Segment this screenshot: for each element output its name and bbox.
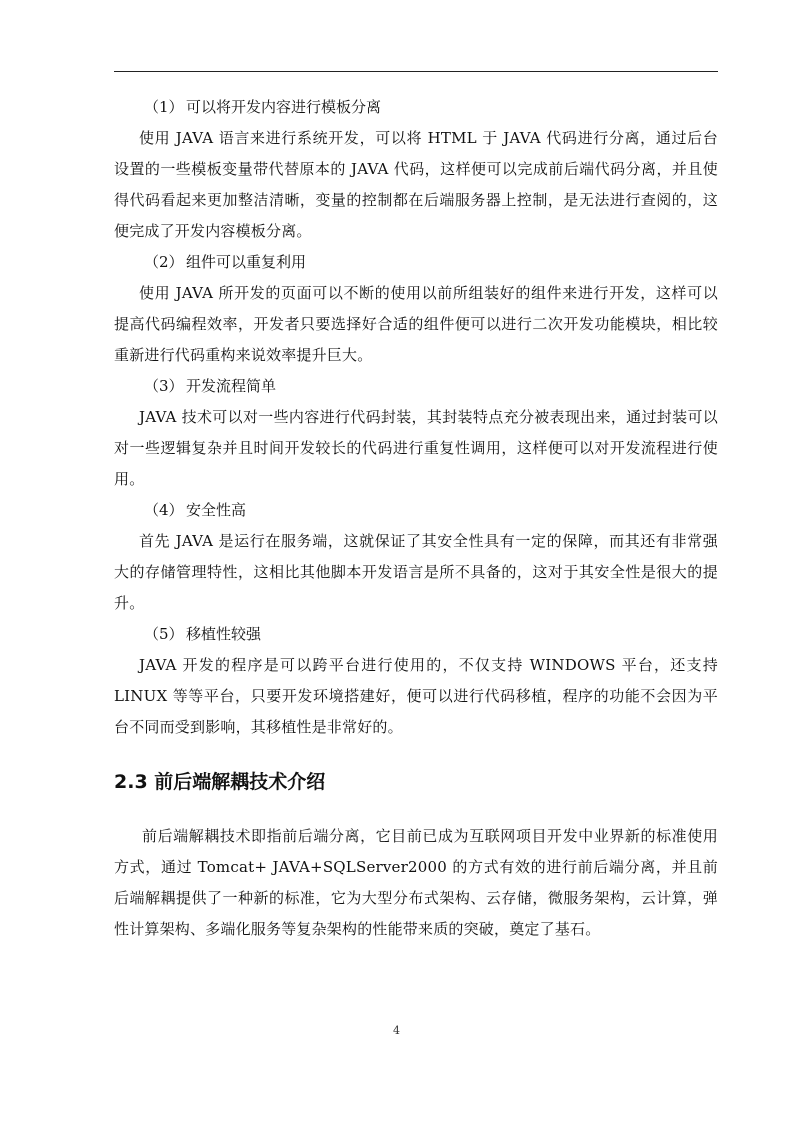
section-1-number: （1）	[144, 98, 184, 116]
section-2-heading	[114, 247, 718, 278]
section-1-heading	[114, 92, 718, 123]
section-3-number: （3）	[144, 377, 184, 395]
section-3-body: JAVA 技术可以对一些内容进行代码封装，其封装特点充分被表现出来，通过封装可以对一些逻辑复杂并且时间开发较长的代码进行重复性调用，这样便可以对开发流程进行使用。	[114, 408, 718, 488]
section-5-title: 移植性较强	[186, 625, 262, 643]
section-5-heading	[114, 619, 718, 650]
page-number: 4	[393, 1024, 400, 1037]
section-4-body: 首先 JAVA 是运行在服务端，这就保证了其安全性具有一定的保障，而其还有非常强大的存储管理特性，这相比其他脚本开发语言是所不具备的，这对于其安全性是很大的提升。	[114, 532, 718, 612]
section-2-number: （2）	[144, 253, 184, 271]
section-heading-2-3: 2.3 前后端解耦技术介绍	[114, 771, 326, 793]
section-5-body: JAVA 开发的程序是可以跨平台进行使用的，不仅支持 WINDOWS 平台，还支持 LINUX 等等平台，只要开发环境搭建好，便可以进行代码移植，程序的功能不会因为平台不同而受到影响，其移植性是非常好的。	[114, 656, 718, 736]
header-rule	[114, 71, 718, 72]
section-2-body: 使用 JAVA 所开发的页面可以不断的使用以前所组装好的组件来进行开发，这样可以提高代码编程效率，开发者只要选择好合适的组件便可以进行二次开发功能模块，相比较重新进行代码重构来说效率提升巨大。	[114, 284, 718, 364]
section-3-title: 开发流程简单	[186, 377, 277, 395]
section-4-title: 安全性高	[186, 501, 247, 519]
section-2-title: 组件可以重复利用	[186, 253, 307, 271]
section-3-heading	[114, 371, 718, 402]
section-1-title: 可以将开发内容进行模板分离	[186, 98, 382, 116]
section-4-number: （4）	[144, 501, 184, 519]
section-4-heading	[114, 495, 718, 526]
section-5-number: （5）	[144, 625, 184, 643]
page-content	[114, 92, 718, 945]
intro-paragraph: 前后端解耦技术即指前后端分离，它目前已成为互联网项目开发中业界新的标准使用方式，通过 Tomcat+ JAVA+SQLServer2000 的方式有效的进行前后端分离，并且前后端解耦提供了一种新的标准，它为大型分布式架构、云存储，微服务架构，云计算，弹性计算架构、多端化服务等复杂架构的性能带来质的突破，奠定了基石。	[114, 827, 718, 938]
section-1-body: 使用 JAVA 语言来进行系统开发，可以将 HTML 于 JAVA 代码进行分离，通过后台设置的一些模板变量带代替原本的 JAVA 代码，这样便可以完成前后端代码分离，并且使得代码看起来更加整洁清晰，变量的控制都在后端服务器上控制，是无法进行查阅的，这便完成了开发内容模板分离。	[114, 129, 718, 240]
